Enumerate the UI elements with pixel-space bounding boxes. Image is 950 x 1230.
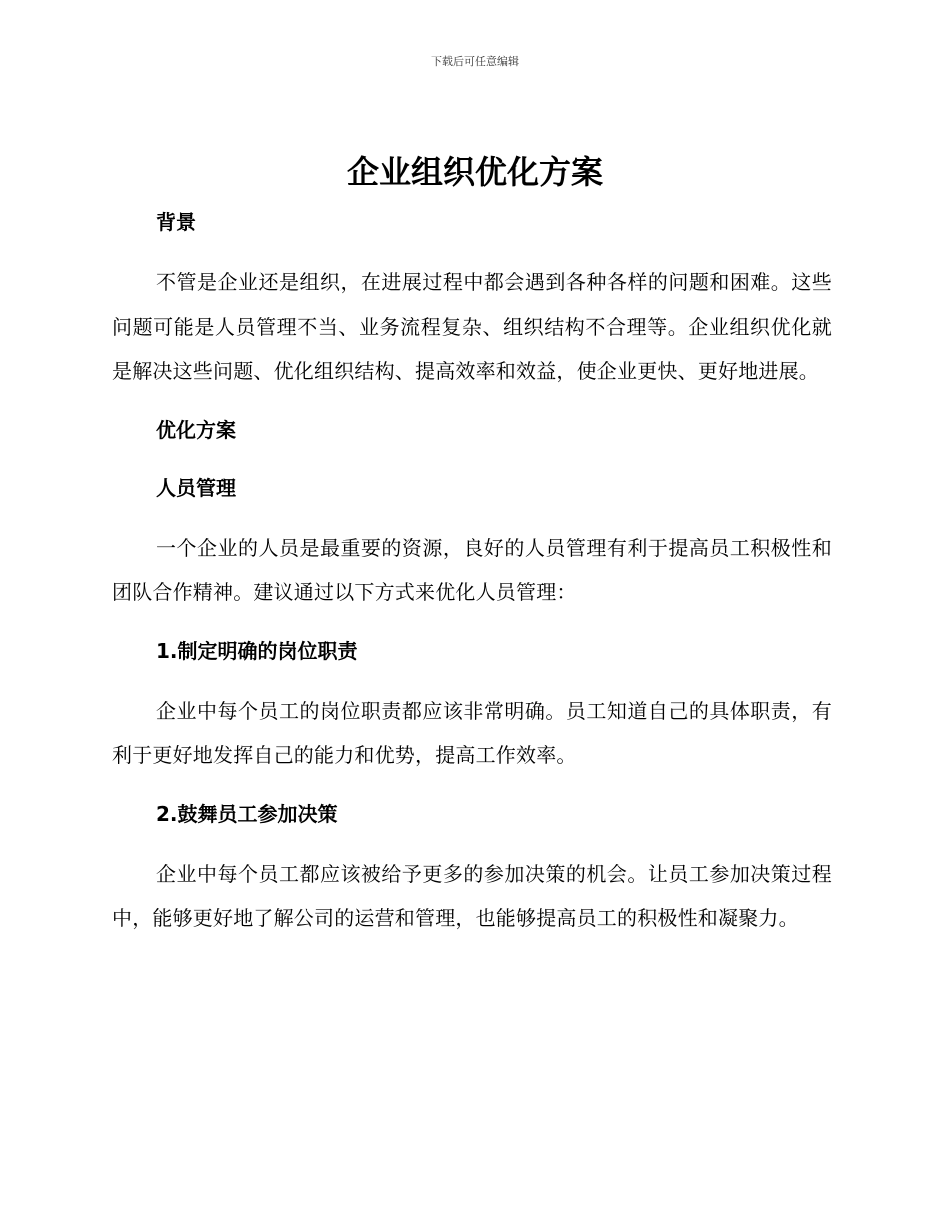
page-header-note: 下载后可任意编辑 <box>431 55 519 68</box>
section-heading-background: 背景 <box>156 210 196 234</box>
section-heading-people: 人员管理 <box>156 475 236 500</box>
item-heading-responsibilities: 1.制定明确的岗位职责 <box>156 638 358 663</box>
paragraph-responsibilities: 企业中每个员工的岗位职责都应该非常明确。员工知道自己的具体职责，有利于更好地发挥自己的能力和优势，提高工作效率。 <box>112 698 832 767</box>
paragraph-people: 一个企业的人员是最重要的资源，良好的人员管理有利于提高员工积极性和团队合作精神。建议通过以下方式来优化人员管理： <box>112 535 832 604</box>
paragraph-background: 不管是企业还是组织，在进展过程中都会遇到各种各样的问题和困难。这些问题可能是人员管理不当、业务流程复杂、组织结构不合理等。企业组织优化就是解决这些问题、优化组织结构、提高效率和效益，使企业更快、更好地进展。 <box>112 270 832 383</box>
document-title: 企业组织优化方案 <box>346 153 603 191</box>
document-body <box>112 202 832 957</box>
paragraph-decision: 企业中每个员工都应该被给予更多的参加决策的机会。让员工参加决策过程中，能够更好地了解公司的运营和管理，也能够提高员工的积极性和凝聚力。 <box>112 861 832 930</box>
item-heading-decision: 2.鼓舞员工参加决策 <box>156 801 338 826</box>
section-heading-plan: 优化方案 <box>156 417 236 442</box>
